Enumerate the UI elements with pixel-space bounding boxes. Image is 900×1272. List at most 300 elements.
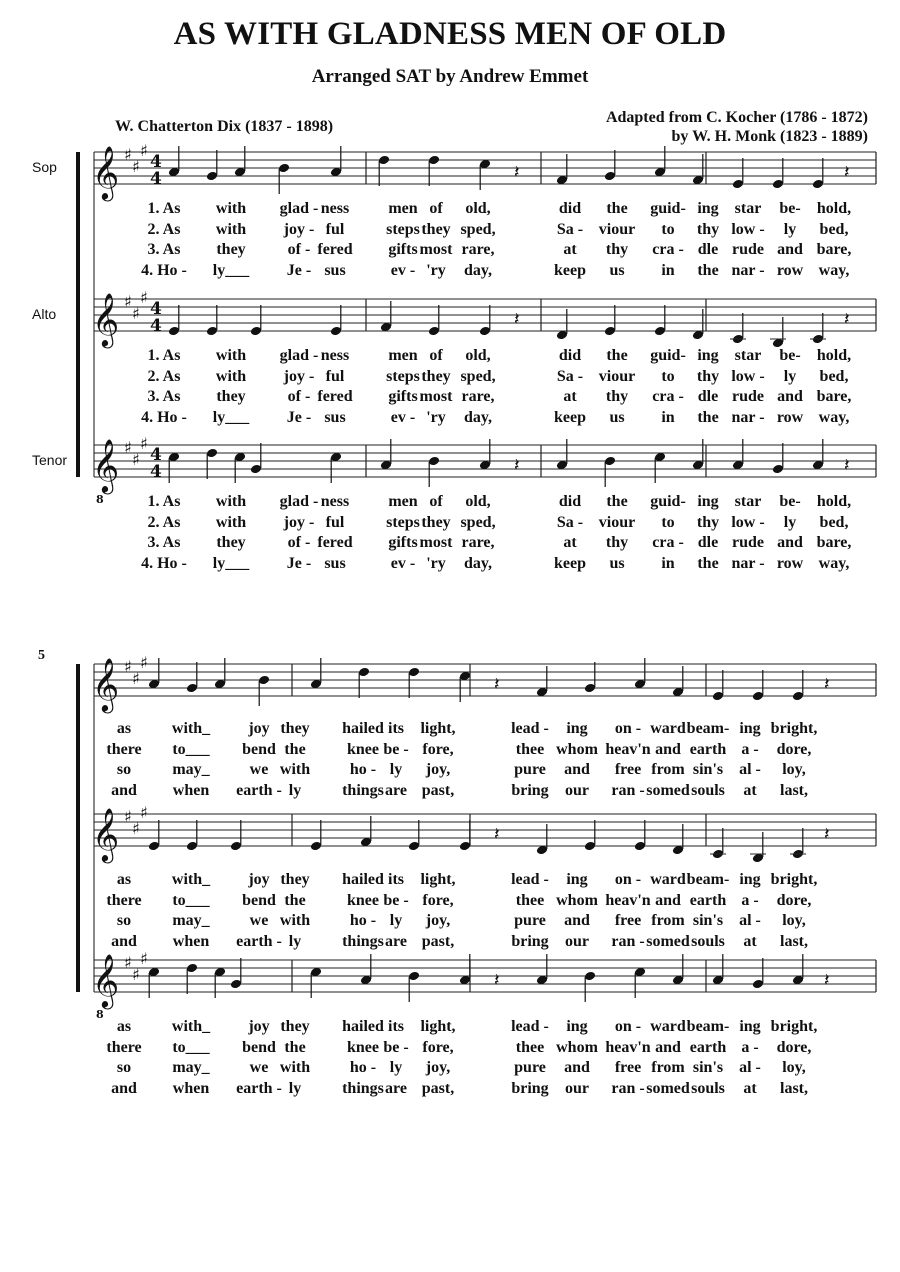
lyric-syllable: pure [514,912,546,929]
lyric-syllable: a - [741,740,759,758]
lyric-syllable: and [564,1059,590,1076]
lyric-syllable: fered [317,534,353,551]
lyric-syllable: row [776,408,804,426]
lyric-syllable: they [280,720,310,737]
lyric-syllable: there [106,891,142,909]
lyric-syllable: thee [515,1038,545,1056]
lyric-syllable: loy, [782,912,806,929]
lyric-syllable: row [776,261,804,279]
quarter-rest: 𝄽 [494,674,500,695]
lyric-syllable: with [215,200,247,217]
lyric-syllable: of - [287,534,311,551]
lyric-syllable: earth - [236,781,282,799]
lyric-syllable: last, [780,781,808,799]
lyric-syllable: glad - [279,493,319,510]
lyric-syllable: they [421,513,451,531]
lyric-syllable: sped, [460,367,496,385]
lyric-syllable: be - [383,891,409,909]
lyric-line [0,782,900,802]
lyric-syllable: 'ry [426,554,446,572]
lyric-syllable: rare, [461,241,495,258]
lyric-syllable: bring [511,781,549,799]
lyric-line [0,1080,900,1100]
lyric-syllable: and [777,241,803,258]
lyric-syllable: beam- [686,871,730,888]
lyric-syllable: ran - [611,932,645,950]
sharp-icon: ♯ [132,965,140,984]
lyric-syllable: steps [386,220,420,238]
time-signature-denominator: 4 [150,462,162,482]
lyric-syllable: be- [779,493,801,510]
lyric-syllable: thy [605,388,629,405]
lyric-syllable: may_ [172,912,210,929]
lyric-syllable: dle [697,534,719,551]
sharp-icon: ♯ [132,157,140,176]
lyric-syllable: ness [320,493,350,510]
lyric-syllable: hailed [342,1018,384,1035]
lyric-syllable: hailed [342,720,384,737]
quarter-rest: 𝄽 [514,309,520,330]
lyric-line [0,200,900,220]
lyric-syllable: and [564,912,590,929]
lyric-syllable: of - [287,241,311,258]
lyric-syllable: day, [463,554,493,572]
lyric-syllable: joy, [425,761,451,778]
lyric-syllable: bright, [770,1018,818,1035]
lyric-syllable: Je - [286,408,312,426]
lyric-syllable: earth [689,1038,727,1056]
lyric-line [0,761,900,781]
lyric-syllable: ing [566,871,588,888]
lyric-syllable: hailed [342,871,384,888]
lyric-syllable: at [563,388,577,405]
lyric-syllable: sin's [692,912,724,929]
quarter-rest: 𝄽 [514,162,520,183]
lyric-syllable: viour [598,220,636,238]
lyric-syllable: and [111,1079,137,1097]
lyric-syllable: ful [325,367,345,385]
lyric-syllable: ho - [349,761,377,778]
treble-clef-icon: 𝄞 [92,657,120,711]
lyric-syllable: we [249,761,269,778]
part-name-alto: Alto [32,306,57,322]
quarter-rest: 𝄽 [844,309,850,330]
lyric-syllable: whom [556,1038,598,1056]
lyric-syllable: to [661,220,675,238]
lyric-syllable: steps [386,513,420,531]
lyric-syllable: lead - [511,871,549,888]
time-signature-denominator: 4 [150,169,162,189]
lyric-syllable: we [249,912,269,929]
lyric-syllable: joy - [283,513,315,531]
lyric-syllable: ness [320,347,350,364]
lyric-syllable: whom [556,740,598,758]
lyric-line [0,912,900,932]
lyric-syllable: ev - [390,554,416,572]
lyric-syllable: joy - [283,220,315,238]
lyric-syllable: Sa - [556,220,584,238]
lyric-line [0,892,900,912]
lyric-syllable: 3. As [147,241,181,258]
lyric-syllable: knee [347,740,379,758]
sharp-icon: ♯ [140,653,148,672]
lyric-syllable: rare, [461,388,495,405]
lyric-syllable: 2. As [147,513,181,531]
lyric-syllable: past, [421,932,455,950]
lyric-syllable: most [419,241,453,258]
lyric-syllable: a - [741,1038,759,1056]
lyric-syllable: glad - [279,200,319,217]
lyric-syllable: souls [691,1079,725,1097]
quarter-rest: 𝄽 [824,824,830,845]
lyric-syllable: heav'n [605,1038,651,1056]
tenor-octave-mark: 8 [96,493,104,506]
lyric-syllable: ing [739,720,761,737]
lyric-syllable: be - [383,1038,409,1056]
lyric-syllable: its [388,871,404,888]
lyric-syllable: day, [463,261,493,279]
lyric-syllable: lead - [511,1018,549,1035]
lyric-syllable: they [280,1018,310,1035]
lyric-syllable: whom [556,891,598,909]
lyric-syllable: they [216,388,246,405]
lyric-syllable: dle [697,241,719,258]
lyric-syllable: most [419,534,453,551]
lyric-syllable: did [558,347,582,364]
lyric-syllable: they [280,871,310,888]
sharp-icon: ♯ [140,949,148,968]
lyric-syllable: and [655,740,681,758]
lyric-syllable: sped, [460,513,496,531]
lyric-syllable: sin's [692,761,724,778]
lyric-syllable: pure [514,1059,546,1076]
lyric-syllable: thy [605,241,629,258]
lyric-syllable: fore, [422,891,454,909]
lyric-syllable: and [777,388,803,405]
lyric-syllable: its [388,1018,404,1035]
composer-line-1: Adapted from C. Kocher (1786 - 1872) [605,109,868,126]
lyric-syllable: earth - [236,932,282,950]
lyric-syllable: cra - [652,241,684,258]
lyric-syllable: guid- [650,347,686,364]
lyric-syllable: light, [420,1018,456,1035]
lyric-syllable: 'ry [426,408,446,426]
lyric-syllable: ly___ [212,554,250,572]
sharp-icon: ♯ [140,288,148,307]
lyric-syllable: so [116,912,132,929]
lyric-line [0,555,900,575]
time-signature-numerator: 4 [150,152,162,172]
lyric-syllable: star [734,347,762,364]
sharp-icon: ♯ [132,304,140,323]
lyric-syllable: they [421,367,451,385]
lyric-syllable: of [429,493,443,510]
lyric-syllable: earth - [236,1079,282,1097]
arranger-credit: Arranged SAT by Andrew Emmet [311,66,589,87]
lyric-syllable: gifts [388,388,418,405]
lyric-syllable: and [111,932,137,950]
lyric-syllable: with [279,761,311,778]
lyric-syllable: rude [732,534,764,551]
lyric-syllable: the [697,554,719,572]
lyric-syllable: did [558,200,582,217]
lyric-syllable: gifts [388,241,418,258]
lyric-syllable: ing [697,200,719,217]
lyric-syllable: there [106,1038,142,1056]
lyric-syllable: with [279,1059,311,1076]
lyric-syllable: they [216,534,246,551]
lyric-syllable: bright, [770,720,818,737]
lyric-syllable: to [661,513,675,531]
lyric-syllable: Je - [286,554,312,572]
lyric-syllable: are [385,1079,407,1097]
lyric-syllable: bare, [816,534,852,551]
lyric-syllable: sin's [692,1059,724,1076]
lyric-syllable: with_ [171,1018,211,1035]
lyric-syllable: sped, [460,220,496,238]
lyric-syllable: when [172,932,210,950]
lyric-syllable: Sa - [556,367,584,385]
lyric-syllable: with_ [171,720,211,737]
lyric-line [0,1018,900,1038]
lyric-syllable: glad - [279,347,319,364]
lyric-syllable: at [743,932,757,950]
lyric-syllable: at [563,534,577,551]
lyric-syllable: as [116,871,132,888]
lyric-syllable: our [565,1079,589,1097]
lyric-syllable: fered [317,388,353,405]
lyric-syllable: men [388,200,418,217]
treble-clef-icon: 𝄞 [92,145,120,199]
treble-clef-icon: 𝄞 [92,807,120,861]
lyric-syllable: joy [248,1018,270,1035]
lyric-syllable: may_ [172,761,210,778]
lyric-syllable: lead - [511,720,549,737]
lyric-syllable: ward [650,720,686,737]
lyric-syllable: cra - [652,534,684,551]
lyric-line [0,388,900,408]
lyric-syllable: to [661,367,675,385]
lyric-syllable: 3. As [147,534,181,551]
lyric-syllable: with [215,347,247,364]
lyric-syllable: way, [818,261,850,279]
lyric-line [0,871,900,891]
lyric-syllable: free [614,761,642,778]
lyric-syllable: with_ [171,871,211,888]
lyric-syllable: fore, [422,1038,454,1056]
lyric-syllable: 2. As [147,367,181,385]
lyric-syllable: ly [783,367,797,385]
lyric-syllable: they [216,241,246,258]
lyric-syllable: and [111,781,137,799]
lyric-syllable: hold, [816,347,852,364]
lyric-syllable: somed [646,932,690,950]
treble-clef-icon: 𝄞 [92,292,120,346]
lyric-syllable: joy, [425,912,451,929]
lyric-syllable: sus [324,554,346,572]
lyric-syllable: on - [614,871,642,888]
lyric-syllable: they [421,220,451,238]
lyric-syllable: at [743,1079,757,1097]
lyric-syllable: earth [689,740,727,758]
lyric-syllable: pure [514,761,546,778]
lyric-syllable: from [651,912,685,929]
quarter-rest: 𝄽 [844,455,850,476]
lyric-syllable: thy [605,534,629,551]
lyric-syllable: ful [325,513,345,531]
lyric-syllable: low - [731,220,765,238]
lyric-syllable: bring [511,932,549,950]
lyric-syllable: ing [697,347,719,364]
lyric-syllable: ly [288,1079,302,1097]
lyric-syllable: may_ [172,1059,210,1076]
lyric-syllable: ly [389,1059,403,1076]
lyric-syllable: when [172,781,210,799]
lyric-syllable: thy [696,513,720,531]
lyric-syllable: and [564,761,590,778]
lyric-line [0,409,900,429]
lyric-syllable: ness [320,200,350,217]
lyric-syllable: the [606,493,628,510]
lyric-syllable: old, [465,347,491,364]
lyric-syllable: old, [465,200,491,217]
lyric-line [0,221,900,241]
lyric-syllable: of [429,200,443,217]
lyric-syllable: our [565,781,589,799]
lyric-syllable: 1. As [147,200,181,217]
lyric-syllable: us [609,408,625,426]
lyric-syllable: the [606,200,628,217]
lyric-syllable: somed [646,781,690,799]
lyric-syllable: men [388,347,418,364]
lyric-syllable: on - [614,720,642,737]
lyric-line [0,933,900,953]
lyricist-credit: W. Chatterton Dix (1837 - 1898) [115,118,334,135]
treble-clef-icon: 𝄞 [92,438,120,492]
quarter-rest: 𝄽 [824,674,830,695]
measure-number: 5 [38,648,45,663]
part-name-tenor: Tenor [32,452,68,468]
lyric-syllable: ho - [349,1059,377,1076]
lyric-syllable: star [734,493,762,510]
lyric-syllable: heav'n [605,891,651,909]
lyric-syllable: ing [697,493,719,510]
sharp-icon: ♯ [124,438,132,457]
lyric-syllable: thee [515,891,545,909]
sharp-icon: ♯ [140,141,148,160]
lyric-syllable: 4. Ho - [141,554,187,572]
lyric-syllable: bed, [819,513,849,531]
lyric-syllable: the [284,740,306,758]
lyric-syllable: knee [347,891,379,909]
lyric-syllable: most [419,388,453,405]
lyric-syllable: as [116,720,132,737]
tenor-octave-mark: 8 [96,1008,104,1021]
treble-clef-icon: 𝄞 [92,953,120,1007]
lyric-syllable: be- [779,200,801,217]
lyric-syllable: 1. As [147,347,181,364]
lyric-syllable: with [215,367,247,385]
lyric-syllable: bare, [816,388,852,405]
lyric-syllable: be - [383,740,409,758]
lyric-syllable: in [661,408,675,426]
lyric-syllable: ing [739,1018,761,1035]
lyric-syllable: with [215,220,247,238]
lyric-syllable: 2. As [147,220,181,238]
lyric-line [0,262,900,282]
lyric-syllable: light, [420,871,456,888]
lyric-syllable: ho - [349,912,377,929]
lyric-syllable: in [661,554,675,572]
lyric-syllable: way, [818,408,850,426]
lyric-syllable: and [777,534,803,551]
lyric-syllable: last, [780,932,808,950]
lyric-syllable: to___ [172,891,210,909]
lyric-syllable: ing [566,720,588,737]
lyric-syllable: of [429,347,443,364]
lyric-syllable: 4. Ho - [141,261,187,279]
lyric-syllable: we [249,1059,269,1076]
lyric-syllable: at [743,781,757,799]
lyric-syllable: ly [389,761,403,778]
lyric-syllable: ran - [611,781,645,799]
lyric-syllable: keep [554,261,586,279]
sharp-icon: ♯ [140,803,148,822]
composer-line-2: by W. H. Monk (1823 - 1889) [671,128,868,145]
lyric-syllable: ran - [611,1079,645,1097]
lyric-syllable: bright, [770,871,818,888]
lyric-line [0,720,900,740]
sharp-icon: ♯ [124,145,132,164]
quarter-rest: 𝄽 [514,455,520,476]
lyric-line [0,347,900,367]
lyric-syllable: day, [463,408,493,426]
lyric-syllable: ward [650,1018,686,1035]
lyric-syllable: men [388,493,418,510]
lyric-syllable: ly [389,912,403,929]
lyric-syllable: are [385,781,407,799]
sharp-icon: ♯ [132,819,140,838]
lyric-line [0,368,900,388]
lyric-syllable: past, [421,1079,455,1097]
lyric-line [0,1039,900,1059]
lyric-syllable: with [279,912,311,929]
lyric-syllable: be- [779,347,801,364]
lyric-syllable: joy, [425,1059,451,1076]
lyric-syllable: ly [288,932,302,950]
lyric-syllable: keep [554,408,586,426]
lyric-syllable: nar - [731,408,765,426]
lyric-syllable: guid- [650,493,686,510]
lyric-line [0,741,900,761]
lyric-syllable: bare, [816,241,852,258]
quarter-rest: 𝄽 [844,162,850,183]
lyric-line [0,241,900,261]
lyric-syllable: and [655,891,681,909]
lyric-syllable: hold, [816,493,852,510]
lyric-syllable: ev - [390,261,416,279]
lyric-syllable: heav'n [605,740,651,758]
lyric-syllable: bed, [819,367,849,385]
lyric-syllable: dore, [776,740,812,758]
lyric-syllable: fered [317,241,353,258]
lyric-syllable: ing [739,871,761,888]
lyric-syllable: steps [386,367,420,385]
lyric-syllable: the [284,891,306,909]
lyric-syllable: the [606,347,628,364]
lyric-syllable: Je - [286,261,312,279]
lyric-syllable: viour [598,367,636,385]
